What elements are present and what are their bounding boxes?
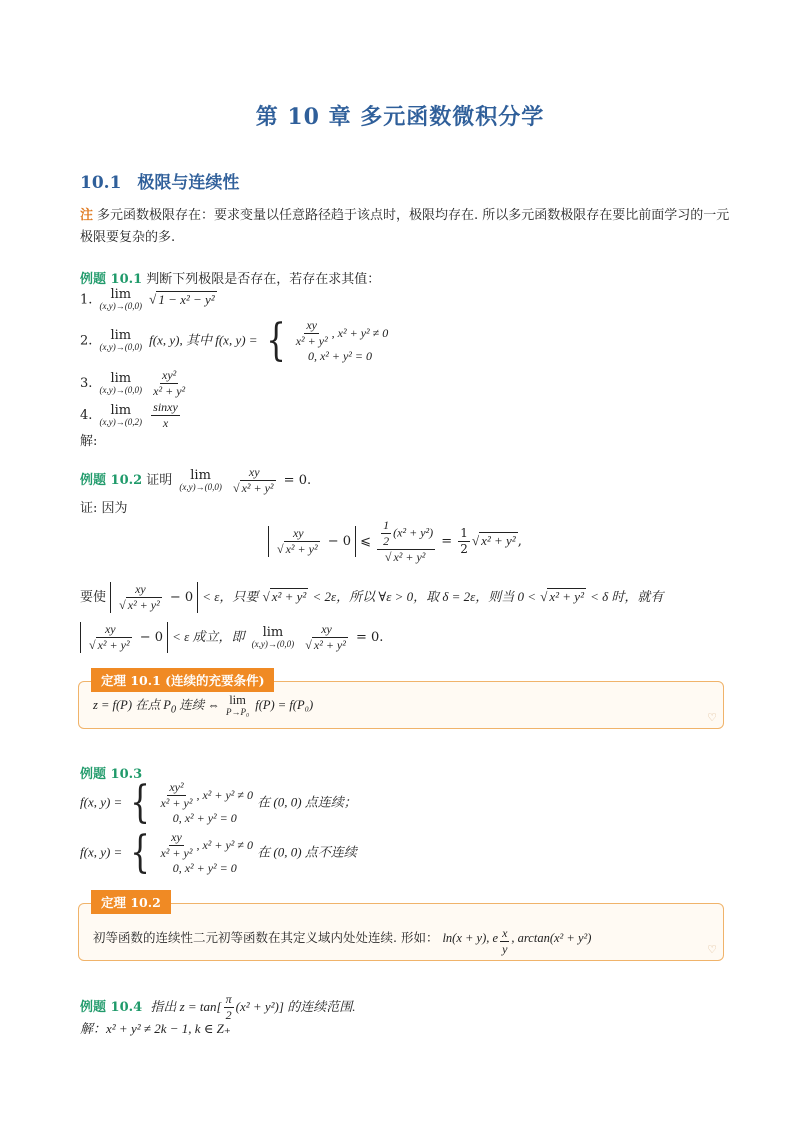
item-number: 1. [80,292,93,308]
inequality-display: $\frac{xy}{\text{√ x² + y²}}$ − 0 ⩽ $\frac{1}{2}$ (x² + y²) √ x² + y² = $\frac{1}{2}$ √ x² + y² , [268,518,522,565]
note-text: 多元函数极限存在：要求变量以任意路径趋于该点时，极限均存在. 所以多元函数极限存在要比前面学习的一元极限要复杂的多. [80,208,730,245]
item-number: 4. [80,408,93,423]
example-10-3-label: 例题 10.3 [80,767,143,782]
example-10-4-solution: 解：x² + y² ≠ 2k − 1, k ∈ Z₊ [80,1021,231,1036]
limit: lim (x,y)→(0,0) [179,467,222,492]
function-def: f(x, y), 其中 f(x, y) = [149,332,258,348]
section-number: 10.1 [80,173,122,193]
example-10-3-case-2: f(x, y) = { $\frac{xy}{\text{x² + y²}}$ , x² + y² ≠ 0 0, x² + y² = 0 在 (0, 0) 点不连续 [80,827,357,878]
theorem-10-1-box [78,673,724,729]
limit: lim (x,y)→(0,2) [99,402,143,427]
proof-line-2: $\frac{xy}{\text{√ x² + y²}}$ − 0 < ε 成立，即 lim (x,y)→(0,0) $\frac{xy}{\text{√ x² + y²}}$ = 0. [80,622,383,653]
example-10-3-case-1: f(x, y) = { $\frac{\text{xy²}}{\text{x² + y²}}$ , x² + y² ≠ 0 0, x² + y² = 0 在 (0, 0) 点连续； [80,777,357,828]
fraction: $\frac{xy}{\text{√ x² + y²}}$ [232,465,274,495]
theorem-body: 初等函数的连续性二元初等函数在其定义域内处处连续. 形如： ln(x + y), e $\frac{x}{y}$ , arctan(x² + y²) [93,926,592,956]
proof-start: 证: 因为 [80,501,128,516]
example-10-1-item-1: 1. lim (x,y)→(0,0) √ 1 − x² − y² [80,287,215,311]
example-10-1-item-4 [80,400,182,431]
theorem-title: 定理 10.1 (连续的充要条件) [91,668,274,692]
fraction: $\frac{\text{sinxy}}{x}$ [153,400,178,430]
example-10-1-header [80,268,380,287]
item-number: 2. [80,333,93,349]
note-tag: 注 [80,208,94,223]
example-10-1-item-2 [80,315,389,366]
example-10-1-item-3 [80,368,189,399]
note [80,205,730,249]
chapter-title: 第 10 章 多元函数微积分学 [255,104,545,130]
section-title: 极限与连续性 [137,173,240,193]
limit: lim (x,y)→(0,0) [99,370,143,395]
cases: { $\frac{xy}{\text{x² + y²}}$ , x² + y² ≠ 0 0, x² + y² = 0 [265,315,389,366]
example-label: 例题 10.1 [80,272,143,287]
heart-icon: ♡ [707,711,717,724]
theorem-title: 定理 10.2 [91,890,171,914]
example-10-2-header: 例题 10.2 证明 lim (x,y)→(0,0) $\frac{xy}{\text{√ x² + y²}}$ = 0. [80,465,312,495]
limit: lim (x,y)→(0,0) [99,328,143,352]
solution-label: 解: [80,434,98,449]
item-number: 3. [80,376,93,391]
example-10-4-header: 例题 10.4 指出 z = tan[ $\frac{\pi}{2}$ (x² + y²)] 的连续范围. [80,992,356,1022]
example-label: 例题 10.2 [80,473,143,488]
example-text: 判断下列极限是否存在，若存在求其值： [146,272,381,287]
heart-icon: ♡ [707,943,717,956]
theorem-10-2-box [78,895,724,961]
proof-line-1: 要使 $\frac{xy}{\text{√ x² + y²}}$ − 0 < ε，只要 √ x² + y² < 2ε，所以 ∀ε > 0，取 δ = 2ε，则当 0 < √ x² + y² < δ 时，就有 [80,582,664,612]
limit: lim (x,y)→(0,0) [99,287,143,311]
fraction: $\frac{\text{xy²}}{\text{x² + y²}}$ [153,368,186,398]
section-heading [80,168,239,193]
theorem-body: z = f(P) 在点 $P_0$ 连续 ⇔ lim P→P₀ f(P) = f(P₀) [93,693,314,717]
sqrt-expr: 1 − x² − y² [158,291,215,307]
